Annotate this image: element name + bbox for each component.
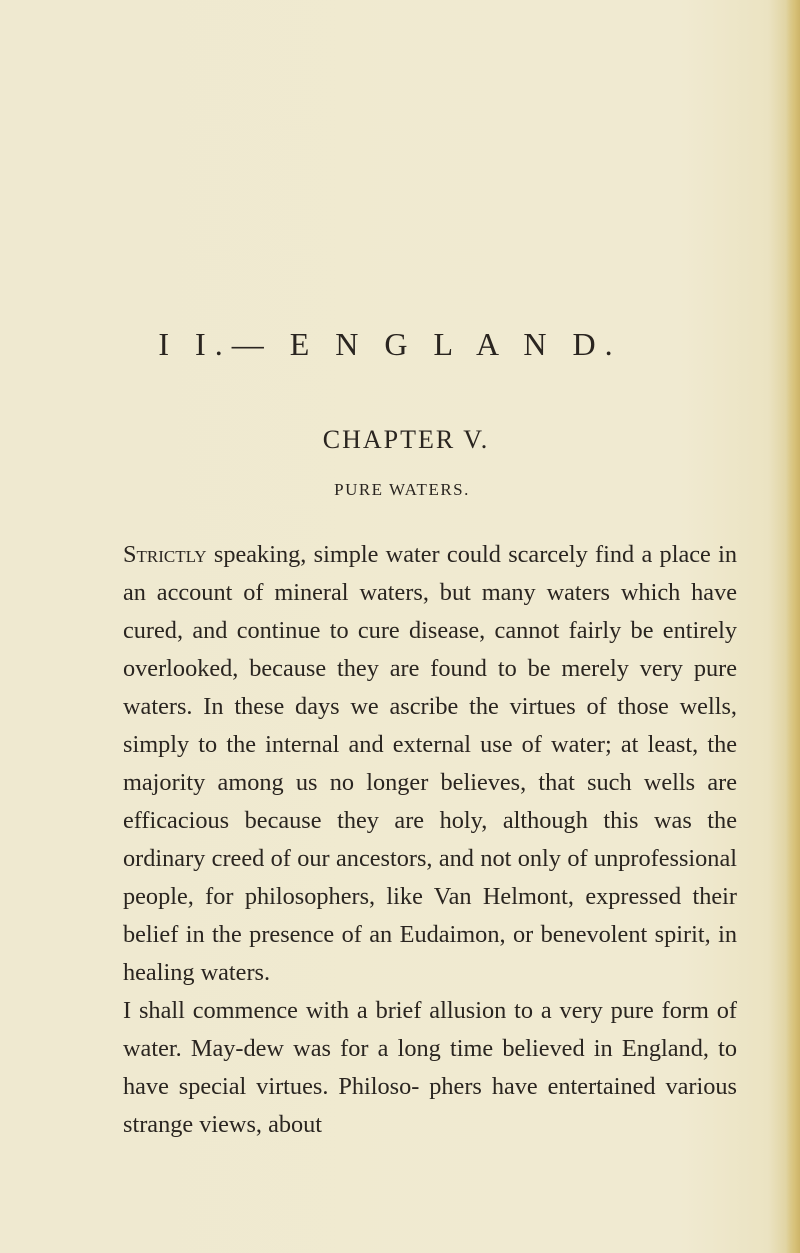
paragraph-2: I shall commence with a brief allusion to a very pure form of water. May-dew was for a long time believed in England, to have special virtues. Philoso- phers have entertained various strange views, about: [123, 997, 737, 1138]
chapter-title: CHAPTER V.: [322, 425, 490, 454]
part-title: I I.— E N G L A N D.: [158, 326, 622, 362]
paragraph-1: [123, 536, 737, 992]
body-text: [123, 536, 737, 1144]
page-edge: [786, 0, 800, 1253]
paragraph-1-text: speaking, simple water could scarcely find a place in an account of mineral waters, but many waters which have cured, and continue to cure disease, cannot fairly be entirely overlooked, because they are found to be merely very pure waters. In these days we ascribe the virtues of those wells, simply to the internal and external use of water; at least, the majority among us no longer believes, that such wells are efficacious because they are holy, although this was the ordinary creed of our ancestors, and not only of unprofessional people, for philosophers, like Van Helmont, expressed their belief in the presence of an Eudaimon, or benevolent spirit, in healing waters.: [123, 541, 737, 986]
paragraph-lead-word: Strictly: [123, 541, 207, 568]
section-title: PURE WATERS.: [334, 480, 470, 499]
